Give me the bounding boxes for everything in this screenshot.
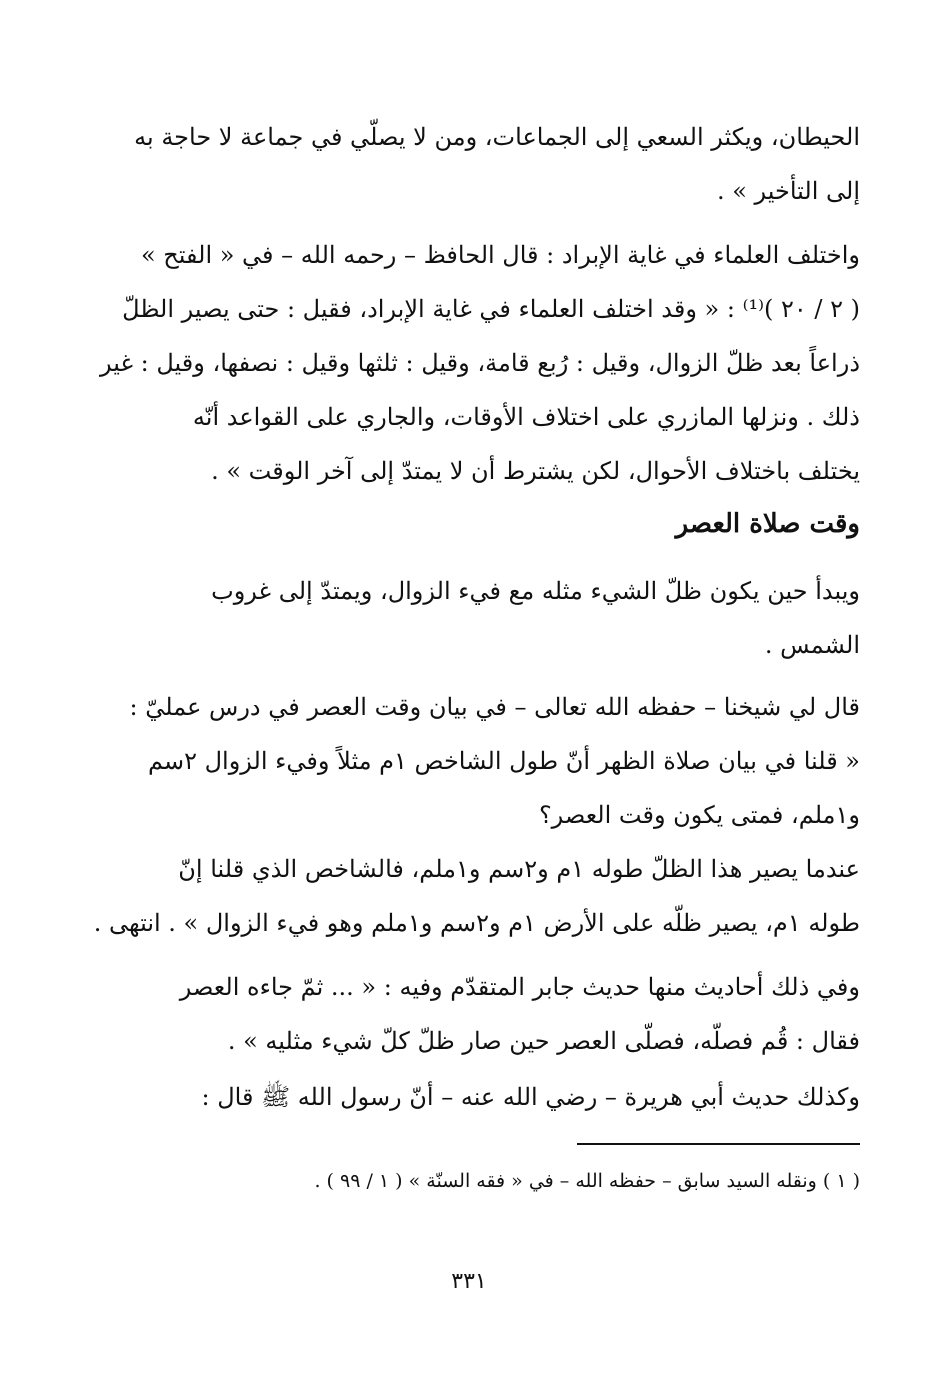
text-line: عندما يصير هذا الظلّ طوله ١م و٢سم و١ملم، فالشاخص الذي قلنا إنّ bbox=[178, 855, 860, 883]
paragraph-5 bbox=[75, 842, 860, 950]
page-number: ٣٣١ bbox=[451, 1269, 487, 1294]
paragraph-6 bbox=[75, 960, 860, 1068]
text-line: قال لي شيخنا – حفظه الله تعالى – في بيان وقت العصر في درس عمليّ : bbox=[129, 693, 860, 721]
text-line: وفي ذلك أحاديث منها حديث جابر المتقدّم وفيه : « ... ثمّ جاءه العصر bbox=[179, 973, 860, 1001]
text-line: الشمس . bbox=[764, 631, 860, 659]
text-line: طوله ١م، يصير ظلّه على الأرض ١م و٢سم و١ملم وهو فيء الزوال » . انتهى . bbox=[93, 909, 860, 937]
text-line: الحيطان، ويكثر السعي إلى الجماعات، ومن لا يصلّي في جماعة لا حاجة به bbox=[134, 123, 860, 151]
paragraph-4 bbox=[75, 680, 860, 842]
footnote-separator bbox=[577, 1143, 860, 1145]
paragraph-2 bbox=[75, 228, 860, 498]
section-heading: وقت صلاة العصر bbox=[675, 509, 860, 539]
text-line: و١ملم، فمتى يكون وقت العصر؟ bbox=[538, 801, 860, 829]
text-line: واختلف العلماء في غاية الإبراد : قال الحافظ – رحمه الله – في « الفتح » bbox=[140, 241, 860, 269]
text-line: وكذلك حديث أبي هريرة – رضي الله عنه – أنّ رسول الله ﷺ قال : bbox=[201, 1083, 860, 1111]
paragraph-7 bbox=[75, 1070, 860, 1124]
text-line: ويبدأ حين يكون ظلّ الشيء مثله مع فيء الزوال، ويمتدّ إلى غروب bbox=[211, 577, 860, 605]
text-line: يختلف باختلاف الأحوال، لكن يشترط أن لا يمتدّ إلى آخر الوقت » . bbox=[211, 457, 860, 485]
text-line: ذراعاً بعد ظلّ الزوال، وقيل : رُبع قامة، وقيل : ثلثها وقيل : نصفها، وقيل : غير bbox=[99, 349, 860, 377]
footnote: ( ١ ) ونقله السيد سابق – حفظه الله – في « فقه السنّة » ( ١ / ٩٩ ) . bbox=[314, 1170, 860, 1192]
paragraph-1 bbox=[75, 110, 860, 218]
text-line: « قلنا في بيان صلاة الظهر أنّ طول الشاخص ١م مثلاً وفيء الزوال ٢سم bbox=[147, 747, 860, 775]
text-line: فقال : قُم فصلّه، فصلّى العصر حين صار ظلّ كلّ شيء مثليه » . bbox=[227, 1027, 860, 1055]
text-line: ( ٢ / ٢٠ )⁽¹⁾ : « وقد اختلف العلماء في غاية الإبراد، فقيل : حتى يصير الظلّ bbox=[122, 295, 860, 323]
paragraph-3 bbox=[75, 564, 860, 672]
text-line: إلى التأخير » . bbox=[716, 177, 860, 205]
text-line: ذلك . ونزلها المازري على اختلاف الأوقات، والجاري على القواعد أنّه bbox=[192, 403, 860, 431]
